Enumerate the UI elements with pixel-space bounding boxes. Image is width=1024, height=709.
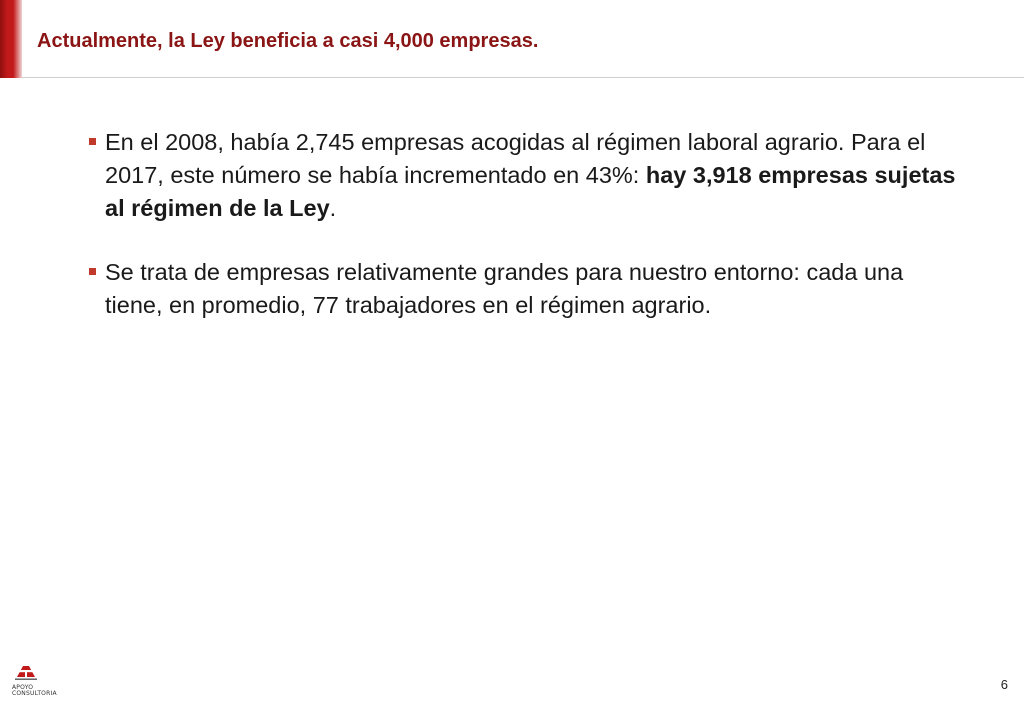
logo-line-1: APOYO <box>12 684 34 691</box>
bullet-text: En el 2008, había 2,745 empresas acogidas al régimen laboral agrario. Para el 2017, este número se había incrementado en 43%: <box>105 129 926 188</box>
slide-title: Actualmente, la Ley beneficia a casi 4,000 empresas. <box>37 30 539 52</box>
header-divider <box>22 77 1024 78</box>
logo-text <box>12 685 57 697</box>
apoyo-logo-icon <box>12 664 42 684</box>
bullet-item <box>86 126 966 225</box>
square-bullet-icon <box>89 268 96 275</box>
bullet-highlight: hay 3,918 empresas sujetas al régimen de la Ley <box>105 162 956 221</box>
apoyo-consultoria-logo <box>12 664 64 698</box>
square-bullet-icon <box>89 138 96 145</box>
bullet-text-end: . <box>329 195 337 221</box>
header-accent-bar <box>0 0 22 78</box>
bullet-text: Se trata de empresas relativamente grandes para nuestro entorno: cada una tiene, en promedio, 77 trabajadores en el régimen agrario. <box>105 259 904 318</box>
page-number: 6 <box>1000 677 1008 692</box>
slide-body <box>86 126 966 322</box>
logo-line-2: CONSULTORIA <box>12 690 57 697</box>
bullet-item <box>86 256 966 322</box>
